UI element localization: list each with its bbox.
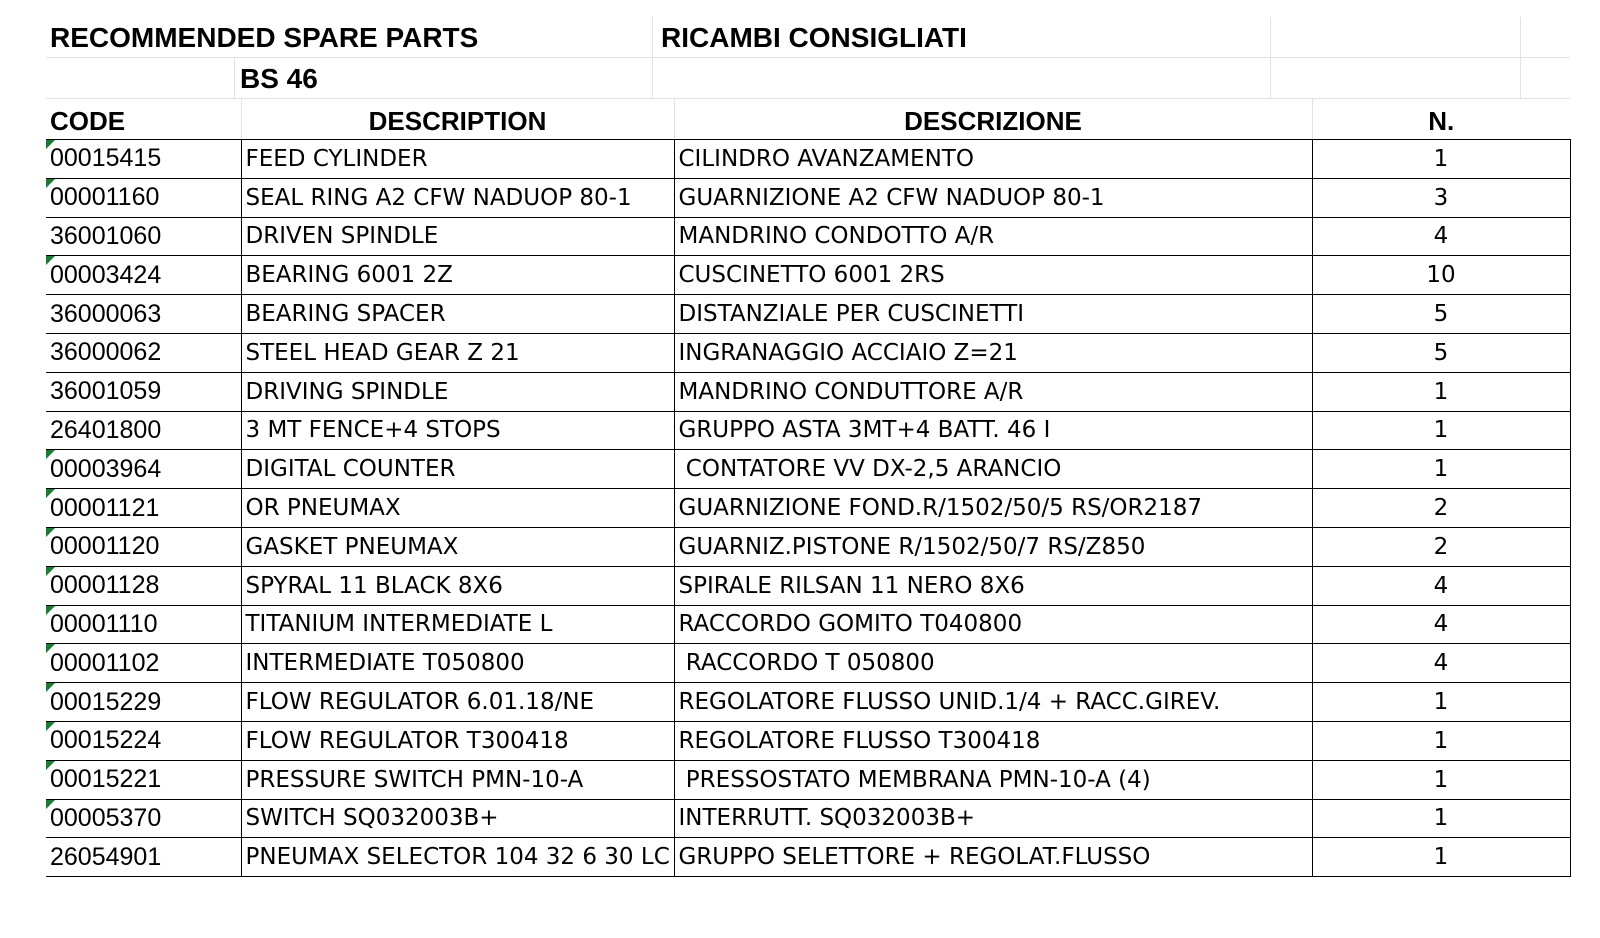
descrizione-cell — [674, 799, 1312, 838]
description-cell — [241, 450, 674, 489]
error-indicator-icon — [46, 450, 55, 459]
code-cell — [46, 605, 241, 644]
code-cell-text: 00015415 — [50, 144, 162, 173]
descrizione-cell — [674, 217, 1312, 256]
description-cell-text: SWITCH SQ032003B+ — [245, 805, 499, 832]
descrizione-cell-text: INTERRUTT. SQ032003B+ — [678, 805, 976, 832]
quantity-cell-text: 1 — [1433, 456, 1449, 483]
descrizione-cell — [674, 527, 1312, 566]
column-header-description: DESCRIPTION — [241, 99, 674, 140]
code-cell — [46, 333, 241, 372]
description-cell-text: GASKET PNEUMAX — [245, 533, 459, 560]
descrizione-cell — [674, 683, 1312, 722]
code-cell-text: 00003424 — [50, 260, 162, 289]
code-cell-text: 00015221 — [50, 765, 162, 794]
table-row — [46, 605, 1570, 644]
code-cell — [46, 683, 241, 722]
code-cell — [46, 566, 241, 605]
quantity-cell-text: 1 — [1433, 805, 1449, 832]
descrizione-cell — [674, 256, 1312, 295]
description-cell — [241, 799, 674, 838]
error-indicator-icon — [46, 179, 55, 188]
description-cell — [241, 721, 674, 760]
description-cell — [241, 527, 674, 566]
descrizione-cell — [674, 566, 1312, 605]
descrizione-cell-text: GUARNIZIONE A2 CFW NADUOP 80-1 — [678, 184, 1105, 211]
quantity-cell-text: 1 — [1433, 689, 1449, 716]
table-row — [46, 683, 1570, 722]
description-cell-text: PNEUMAX SELECTOR 104 32 6 30 LC — [245, 844, 670, 871]
quantity-cell-text: 1 — [1433, 844, 1449, 871]
quantity-cell-text: 10 — [1426, 262, 1456, 289]
descrizione-cell-text: GRUPPO SELETTORE + REGOLAT.FLUSSO — [678, 844, 1151, 871]
column-header-quantity: N. — [1312, 99, 1570, 140]
descrizione-cell-text: MANDRINO CONDUTTORE A/R — [678, 378, 1024, 405]
description-cell-text: TITANIUM INTERMEDIATE L — [245, 611, 553, 638]
quantity-cell — [1312, 178, 1570, 217]
descrizione-cell — [674, 140, 1312, 179]
error-indicator-icon — [46, 644, 55, 653]
model-label: BS 46 — [240, 63, 318, 94]
column-header-row — [46, 99, 1570, 140]
descrizione-cell-text: RACCORDO GOMITO T040800 — [678, 611, 1023, 638]
table-row — [46, 411, 1570, 450]
description-cell — [241, 644, 674, 683]
descrizione-cell — [674, 644, 1312, 683]
description-cell-text: SEAL RING A2 CFW NADUOP 80-1 — [245, 184, 632, 211]
quantity-cell — [1312, 333, 1570, 372]
descrizione-cell-text: GRUPPO ASTA 3MT+4 BATT. 46 I — [678, 417, 1051, 444]
code-cell — [46, 450, 241, 489]
descrizione-cell — [674, 333, 1312, 372]
title-row — [46, 17, 1570, 58]
code-cell-text: 00001110 — [50, 609, 158, 638]
table-row — [46, 217, 1570, 256]
description-cell-text: DIGITAL COUNTER — [245, 456, 456, 483]
descrizione-cell-text: RACCORDO T 050800 — [678, 650, 935, 677]
code-cell — [46, 217, 241, 256]
descrizione-cell — [674, 489, 1312, 528]
quantity-cell — [1312, 489, 1570, 528]
code-cell — [46, 178, 241, 217]
code-cell — [46, 411, 241, 450]
code-cell — [46, 140, 241, 179]
error-indicator-icon — [46, 528, 55, 537]
table-row — [46, 489, 1570, 528]
code-cell — [46, 799, 241, 838]
error-indicator-icon — [46, 683, 55, 692]
table-row — [46, 644, 1570, 683]
description-cell-text: 3 MT FENCE+4 STOPS — [245, 417, 501, 444]
descrizione-cell-text: INGRANAGGIO ACCIAIO Z=21 — [678, 339, 1018, 366]
descrizione-cell-text: CONTATORE VV DX-2,5 ARANCIO — [678, 456, 1062, 483]
quantity-cell — [1312, 683, 1570, 722]
code-cell-text: 36000063 — [50, 299, 162, 328]
description-cell — [241, 178, 674, 217]
quantity-cell — [1312, 411, 1570, 450]
table-row — [46, 566, 1570, 605]
description-cell — [241, 566, 674, 605]
quantity-cell-text: 1 — [1433, 766, 1449, 793]
table-row — [46, 838, 1570, 877]
descrizione-cell — [674, 178, 1312, 217]
code-cell-text: 00003964 — [50, 454, 162, 483]
code-cell-text: 00001121 — [50, 493, 160, 522]
quantity-cell-text: 1 — [1433, 417, 1449, 444]
description-cell — [241, 256, 674, 295]
code-cell — [46, 838, 241, 877]
descrizione-cell-text: REGOLATORE FLUSSO UNID.1/4 + RACC.GIREV. — [678, 689, 1221, 716]
quantity-cell-text: 4 — [1433, 650, 1449, 677]
parts-table-body — [46, 140, 1570, 877]
descrizione-cell-text: REGOLATORE FLUSSO T300418 — [678, 727, 1041, 754]
code-cell — [46, 644, 241, 683]
quantity-cell-text: 1 — [1433, 727, 1449, 754]
quantity-cell-text: 3 — [1433, 184, 1449, 211]
descrizione-cell — [674, 295, 1312, 334]
parts-table — [46, 99, 1571, 877]
code-cell — [46, 527, 241, 566]
quantity-cell — [1312, 760, 1570, 799]
error-indicator-icon — [46, 800, 55, 809]
error-indicator-icon — [46, 722, 55, 731]
descrizione-cell-text: GUARNIZ.PISTONE R/1502/50/7 RS/Z850 — [678, 533, 1146, 560]
table-row — [46, 450, 1570, 489]
description-cell-text: STEEL HEAD GEAR Z 21 — [245, 339, 520, 366]
descrizione-cell — [674, 411, 1312, 450]
quantity-cell — [1312, 295, 1570, 334]
description-cell-text: FEED CYLINDER — [245, 145, 428, 172]
error-indicator-icon — [46, 256, 55, 265]
table-row — [46, 372, 1570, 411]
quantity-cell-text: 2 — [1433, 495, 1449, 522]
table-row — [46, 333, 1570, 372]
quantity-cell-text: 2 — [1433, 533, 1449, 560]
table-row — [46, 760, 1570, 799]
spare-parts-sheet — [46, 17, 1570, 877]
description-cell-text: FLOW REGULATOR T300418 — [245, 727, 569, 754]
code-cell — [46, 295, 241, 334]
quantity-cell-text: 1 — [1433, 145, 1449, 172]
description-cell — [241, 760, 674, 799]
model-row — [46, 58, 1570, 99]
description-cell — [241, 333, 674, 372]
code-cell-text: 00001160 — [50, 183, 160, 212]
descrizione-cell-text: PRESSOSTATO MEMBRANA PMN-10-A (4) — [678, 766, 1151, 793]
title-italian: RICAMBI CONSIGLIATI — [661, 22, 967, 53]
code-cell-text: 00001102 — [50, 648, 160, 677]
error-indicator-icon — [46, 761, 55, 770]
table-row — [46, 721, 1570, 760]
description-cell — [241, 838, 674, 877]
error-indicator-icon — [46, 606, 55, 615]
quantity-cell — [1312, 256, 1570, 295]
code-cell-text: 00005370 — [50, 803, 162, 832]
table-row — [46, 178, 1570, 217]
descrizione-cell — [674, 372, 1312, 411]
descrizione-cell-text: GUARNIZIONE FOND.R/1502/50/5 RS/OR2187 — [678, 495, 1203, 522]
description-cell-text: BEARING SPACER — [245, 301, 446, 328]
descrizione-cell — [674, 450, 1312, 489]
code-cell-text: 36001060 — [50, 221, 162, 250]
error-indicator-icon — [46, 489, 55, 498]
code-cell-text: 36000062 — [50, 338, 162, 367]
code-cell — [46, 489, 241, 528]
descrizione-cell-text: SPIRALE RILSAN 11 NERO 8X6 — [678, 572, 1025, 599]
quantity-cell — [1312, 527, 1570, 566]
descrizione-cell — [674, 838, 1312, 877]
description-cell-text: OR PNEUMAX — [245, 495, 401, 522]
descrizione-cell — [674, 760, 1312, 799]
column-header-code: CODE — [46, 99, 241, 140]
description-cell — [241, 295, 674, 334]
descrizione-cell-text: CILINDRO AVANZAMENTO — [678, 145, 974, 172]
descrizione-cell-text: DISTANZIALE PER CUSCINETTI — [678, 301, 1024, 328]
table-row — [46, 527, 1570, 566]
quantity-cell-text: 5 — [1433, 339, 1449, 366]
description-cell — [241, 140, 674, 179]
code-cell-text: 00015229 — [50, 687, 162, 716]
description-cell — [241, 372, 674, 411]
descrizione-cell — [674, 605, 1312, 644]
table-row — [46, 140, 1570, 179]
code-cell-text: 26401800 — [50, 415, 162, 444]
code-cell-text: 26054901 — [50, 842, 162, 871]
error-indicator-icon — [46, 567, 55, 576]
quantity-cell — [1312, 644, 1570, 683]
code-cell — [46, 372, 241, 411]
quantity-cell-text: 1 — [1433, 378, 1449, 405]
error-indicator-icon — [46, 140, 55, 149]
description-cell — [241, 411, 674, 450]
quantity-cell — [1312, 838, 1570, 877]
description-cell-text: DRIVING SPINDLE — [245, 378, 449, 405]
column-header-descrizione: DESCRIZIONE — [674, 99, 1312, 140]
quantity-cell — [1312, 799, 1570, 838]
description-cell-text: BEARING 6001 2Z — [245, 262, 453, 289]
quantity-cell — [1312, 566, 1570, 605]
table-row — [46, 256, 1570, 295]
code-cell-text: 36001059 — [50, 377, 162, 406]
descrizione-cell-text: MANDRINO CONDOTTO A/R — [678, 223, 995, 250]
code-cell-text: 00001128 — [50, 571, 160, 600]
code-cell — [46, 721, 241, 760]
description-cell — [241, 217, 674, 256]
description-cell-text: DRIVEN SPINDLE — [245, 223, 439, 250]
quantity-cell — [1312, 372, 1570, 411]
quantity-cell-text: 4 — [1433, 611, 1449, 638]
description-cell — [241, 683, 674, 722]
code-cell — [46, 256, 241, 295]
title-english: RECOMMENDED SPARE PARTS — [50, 22, 479, 53]
quantity-cell — [1312, 605, 1570, 644]
description-cell — [241, 489, 674, 528]
table-row — [46, 295, 1570, 334]
quantity-cell — [1312, 450, 1570, 489]
quantity-cell — [1312, 140, 1570, 179]
code-cell — [46, 760, 241, 799]
quantity-cell-text: 4 — [1433, 572, 1449, 599]
description-cell-text: INTERMEDIATE T050800 — [245, 650, 525, 677]
description-cell-text: PRESSURE SWITCH PMN-10-A — [245, 766, 584, 793]
description-cell-text: SPYRAL 11 BLACK 8X6 — [245, 572, 503, 599]
table-row — [46, 799, 1570, 838]
descrizione-cell — [674, 721, 1312, 760]
code-cell-text: 00015224 — [50, 726, 162, 755]
description-cell-text: FLOW REGULATOR 6.01.18/NE — [245, 689, 595, 716]
quantity-cell-text: 5 — [1433, 301, 1449, 328]
quantity-cell-text: 4 — [1433, 223, 1449, 250]
code-cell-text: 00001120 — [50, 532, 160, 561]
description-cell — [241, 605, 674, 644]
quantity-cell — [1312, 217, 1570, 256]
quantity-cell — [1312, 721, 1570, 760]
descrizione-cell-text: CUSCINETTO 6001 2RS — [678, 262, 945, 289]
